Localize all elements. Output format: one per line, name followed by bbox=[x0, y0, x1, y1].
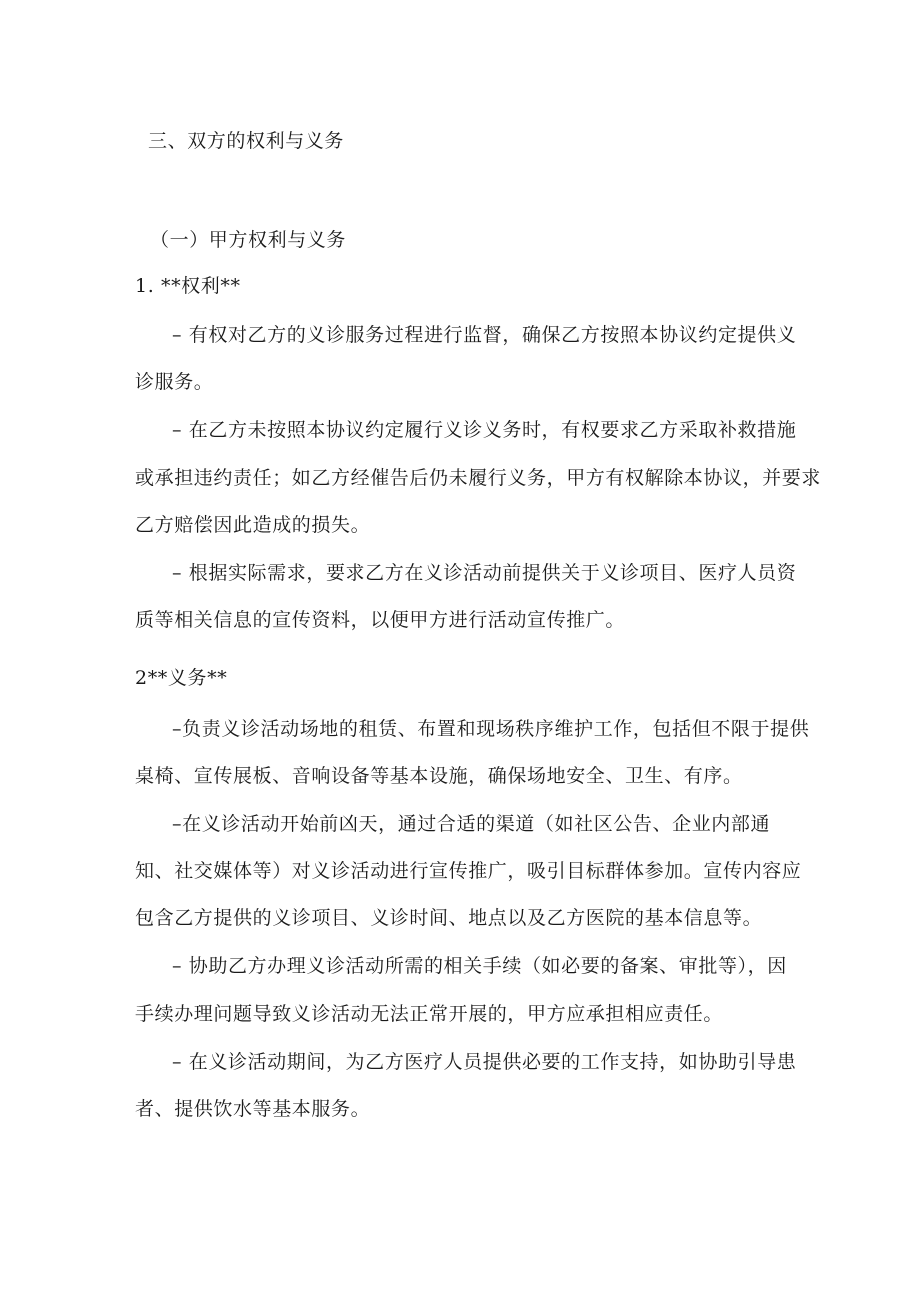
obligations-item-2-line-1: –在义诊活动开始前凶天，通过合适的渠道（如社区公告、企业内部通 bbox=[172, 813, 771, 835]
obligations-item-4-line-1: – 在义诊活动期间，为乙方医疗人员提供必要的工作支持，如协助引导患 bbox=[172, 1051, 797, 1073]
rights-item-2-line-1: – 在乙方未按照本协议约定履行义诊义务时，有权要求乙方采取补救措施 bbox=[172, 419, 797, 441]
rights-item-2-line-2: 或承担违约责任；如乙方经催告后仍未履行义务，甲方有权解除本协议，并要求 bbox=[135, 467, 822, 489]
obligations-item-3-line-2: 手续办理问题导致义诊活动无法正常开展的，甲方应承担相应责任。 bbox=[135, 1003, 724, 1025]
rights-item-3-line-2: 质等相关信息的宣传资料，以便甲方进行活动宣传推广。 bbox=[135, 609, 626, 631]
rights-item-1-line-2: 诊服务。 bbox=[135, 371, 214, 393]
obligations-item-4-line-2: 者、提供饮水等基本服务。 bbox=[135, 1098, 371, 1120]
section-heading: 三、双方的权利与义务 bbox=[148, 130, 345, 152]
rights-item-1-line-1: – 有权对乙方的义诊服务过程进行监督，确保乙方按照本协议约定提供义 bbox=[172, 324, 797, 346]
obligations-item-2-line-3: 包含乙方提供的义诊项目、义诊时间、地点以及乙方医院的基本信息等。 bbox=[135, 907, 763, 929]
obligations-item-2-line-2: 知、社交媒体等）对义诊活动进行宣传推广，吸引目标群体参加。宣传内容应 bbox=[135, 860, 802, 882]
obligations-item-1-line-2: 桌椅、宣传展板、音响设备等基本设施，确保场地安全、卫生、有序。 bbox=[135, 765, 743, 787]
rights-item-3-line-1: – 根据实际需求，要求乙方在义诊活动前提供关于义诊项目、医疗人员资 bbox=[172, 562, 797, 584]
obligations-item-1-line-1: –负责义诊活动场地的租赁、布置和现场秩序维护工作，包括但不限于提供 bbox=[172, 718, 810, 740]
obligations-item-3-line-1: – 协助乙方办理义诊活动所需的相关手续（如必要的备案、审批等），因 bbox=[172, 955, 787, 977]
rights-item-2-line-3: 乙方赔偿因此造成的损失。 bbox=[135, 514, 371, 536]
rights-title: 1. **权利** bbox=[135, 275, 241, 297]
obligations-title: 2**义务** bbox=[135, 667, 228, 689]
subsection-heading: （一）甲方权利与义务 bbox=[150, 229, 347, 251]
